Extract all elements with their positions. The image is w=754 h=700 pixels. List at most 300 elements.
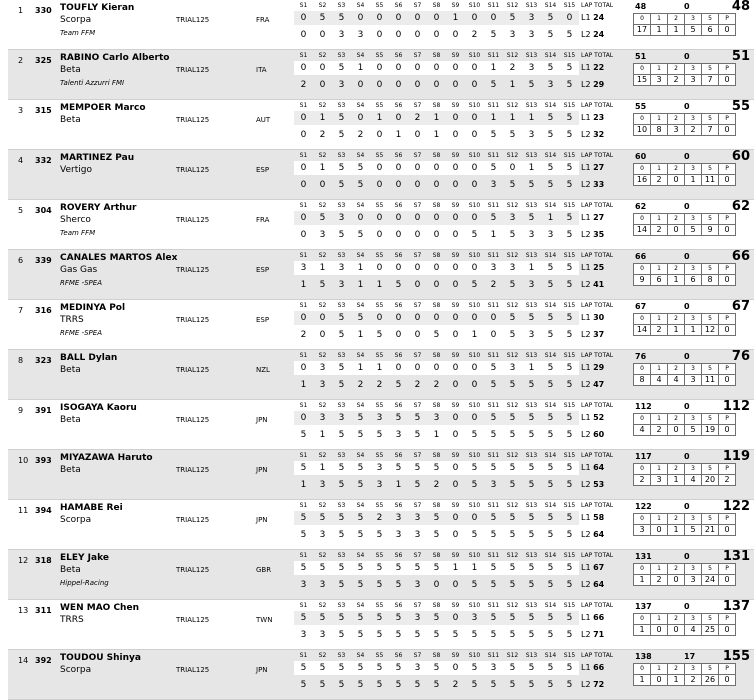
lap2-scores — [294, 278, 579, 292]
section-header: S1 — [299, 352, 308, 359]
lap1-label: L1 — [581, 163, 591, 172]
section-header: S10 — [468, 502, 481, 509]
section-score: 5 — [509, 280, 516, 290]
rider-number: 318 — [35, 556, 52, 565]
section-score: 5 — [547, 380, 554, 390]
section-header: S1 — [299, 652, 308, 659]
count-header: 2 — [668, 314, 685, 325]
lap1-total — [581, 411, 631, 425]
rider-name[interactable]: WEN MAO Chen — [60, 603, 139, 613]
class-label: TRIAL125 — [176, 216, 210, 224]
section-score: 0 — [376, 213, 383, 223]
section-score: 5 — [395, 680, 402, 690]
rider-name[interactable]: MARTINEZ Pau — [60, 153, 135, 163]
section-header: S13 — [525, 652, 538, 659]
section-header: S12 — [506, 402, 519, 409]
section-header: S11 — [487, 152, 500, 159]
score-count-table — [633, 463, 736, 486]
section-score: 5 — [395, 613, 402, 623]
class-label: TRIAL125 — [176, 166, 210, 174]
section-score: 0 — [319, 30, 326, 40]
totals-line — [625, 51, 752, 63]
section-header: S7 — [413, 252, 422, 259]
section-score: 5 — [490, 563, 497, 573]
section-score: 5 — [338, 230, 345, 240]
count-value: 6 — [685, 275, 702, 286]
section-score: 0 — [300, 130, 307, 140]
section-header: S1 — [299, 252, 308, 259]
count-value: 1 — [634, 625, 651, 636]
section-score: 5 — [338, 163, 345, 173]
section-score: 5 — [338, 430, 345, 440]
section-header: S12 — [506, 652, 519, 659]
section-score: 0 — [300, 313, 307, 323]
section-score: 1 — [319, 263, 326, 273]
totals-line — [625, 651, 752, 663]
totals-line — [625, 401, 752, 413]
section-header: S6 — [394, 502, 403, 509]
position: 12 — [18, 556, 29, 565]
section-score: 0 — [319, 313, 326, 323]
section-score: 0 — [376, 263, 383, 273]
count-header: 2 — [668, 214, 685, 225]
section-header: S15 — [563, 552, 576, 559]
count-value: 2 — [651, 225, 668, 236]
section-header: S6 — [394, 52, 403, 59]
section-header: S2 — [318, 252, 327, 259]
count-value: 5 — [685, 225, 702, 236]
count-value: 0 — [668, 625, 685, 636]
count-value: 3 — [668, 125, 685, 136]
section-score: 0 — [452, 430, 459, 440]
count-header: 3 — [685, 414, 702, 425]
section-score: 0 — [414, 30, 421, 40]
rider-name[interactable]: RABINO Carlo Alberto — [60, 53, 170, 63]
count-value: 0 — [719, 575, 736, 586]
section-header: S5 — [375, 2, 384, 9]
section-score: 0 — [300, 63, 307, 73]
rider-row — [8, 500, 754, 550]
rider-name[interactable]: ELEY Jake — [60, 553, 109, 563]
section-score: 0 — [471, 263, 478, 273]
lap1-total-value: 67 — [593, 563, 605, 572]
section-score: 0 — [300, 363, 307, 373]
count-header: 3 — [685, 664, 702, 675]
section-header: S9 — [451, 202, 460, 209]
section-header: S5 — [375, 552, 384, 559]
section-score: 5 — [509, 380, 516, 390]
section-score: 5 — [528, 463, 535, 473]
section-header: S5 — [375, 152, 384, 159]
lap2-label: L2 — [581, 630, 591, 639]
section-score: 0 — [395, 180, 402, 190]
section-header: S4 — [356, 52, 365, 59]
section-score: 0 — [414, 213, 421, 223]
count-header: 3 — [685, 164, 702, 175]
section-score: 0 — [452, 480, 459, 490]
section-score: 5 — [300, 530, 307, 540]
count-value: 16 — [634, 175, 651, 186]
count-header: P — [719, 264, 736, 275]
count-value: 2 — [651, 325, 668, 336]
bike-make: Gas Gas — [60, 265, 98, 275]
section-header: S5 — [375, 402, 384, 409]
lap2-label: L2 — [581, 280, 591, 289]
lap2-scores — [294, 678, 579, 692]
section-header: S6 — [394, 102, 403, 109]
count-header-row — [634, 364, 736, 375]
penalty-points: 0 — [684, 102, 690, 111]
section-header: S1 — [299, 152, 308, 159]
section-header: S15 — [563, 52, 576, 59]
section-score: 3 — [300, 630, 307, 640]
section-score: 0 — [395, 13, 402, 23]
position: 1 — [18, 6, 24, 15]
penalty-points: 0 — [684, 202, 690, 211]
score-total: 117 — [635, 452, 652, 461]
lap1-total-value: 52 — [593, 413, 605, 422]
grand-total: 76 — [731, 349, 750, 364]
section-header: S3 — [337, 602, 346, 609]
count-header: 1 — [651, 64, 668, 75]
section-score: 5 — [357, 413, 364, 423]
section-score: 5 — [433, 513, 440, 523]
section-score: 5 — [490, 380, 497, 390]
count-value: 5 — [685, 25, 702, 36]
count-header-row — [634, 164, 736, 175]
count-value: 3 — [685, 375, 702, 386]
count-value-row — [634, 525, 736, 536]
section-score: 5 — [338, 680, 345, 690]
count-value: 3 — [685, 75, 702, 86]
section-score: 3 — [509, 213, 516, 223]
rider-name[interactable]: MEMPOER Marco — [60, 103, 146, 113]
section-score: 1 — [319, 463, 326, 473]
section-score: 2 — [357, 130, 364, 140]
section-header: S1 — [299, 402, 308, 409]
rider-name[interactable]: TOUDOU Shinya — [60, 653, 141, 663]
lap2-total-value: 24 — [593, 30, 605, 39]
section-score: 1 — [357, 63, 364, 73]
section-score: 0 — [452, 130, 459, 140]
count-header: 1 — [651, 614, 668, 625]
section-score: 0 — [376, 163, 383, 173]
count-header: 0 — [634, 114, 651, 125]
section-score: 5 — [376, 680, 383, 690]
section-score: 5 — [319, 13, 326, 23]
section-score: 3 — [319, 530, 326, 540]
section-score: 5 — [547, 263, 554, 273]
section-header: S3 — [337, 202, 346, 209]
count-value: 17 — [634, 25, 651, 36]
section-score: 3 — [395, 430, 402, 440]
lap1-total — [581, 261, 631, 275]
lap2-label: L2 — [581, 680, 591, 689]
section-header: S3 — [337, 102, 346, 109]
count-value-row — [634, 125, 736, 136]
section-score: 5 — [338, 180, 345, 190]
section-header: S15 — [563, 652, 576, 659]
count-value: 24 — [702, 575, 719, 586]
section-score: 5 — [547, 563, 554, 573]
section-score: 5 — [357, 663, 364, 673]
rider-number: 311 — [35, 606, 52, 615]
section-score: 3 — [300, 263, 307, 273]
section-header: S9 — [451, 602, 460, 609]
section-score: 5 — [357, 430, 364, 440]
section-header: S5 — [375, 252, 384, 259]
count-header: P — [719, 314, 736, 325]
rider-name[interactable]: MIYAZAWA Haruto — [60, 453, 153, 463]
count-value: 7 — [702, 125, 719, 136]
section-score: 1 — [452, 563, 459, 573]
section-score: 0 — [433, 280, 440, 290]
section-header: S12 — [506, 152, 519, 159]
section-score: 5 — [566, 430, 573, 440]
lap2-scores — [294, 78, 579, 92]
section-score: 0 — [433, 163, 440, 173]
position: 14 — [18, 656, 29, 665]
lap2-total-value: 41 — [593, 280, 605, 289]
section-score: 5 — [547, 313, 554, 323]
section-score: 3 — [528, 63, 535, 73]
section-score: 5 — [509, 130, 516, 140]
section-score: 5 — [471, 280, 478, 290]
lap2-scores — [294, 628, 579, 642]
rider-name[interactable]: ISOGAYA Kaoru — [60, 403, 137, 413]
section-header: S3 — [337, 252, 346, 259]
section-score: 5 — [338, 513, 345, 523]
count-value-row — [634, 375, 736, 386]
rider-name[interactable]: CANALES MARTOS Alex — [60, 253, 178, 263]
class-label: TRIAL125 — [176, 16, 210, 24]
bike-make: Beta — [60, 115, 81, 125]
count-header: 5 — [702, 14, 719, 25]
section-score: 0 — [414, 80, 421, 90]
section-score: 0 — [300, 163, 307, 173]
class-label: TRIAL125 — [176, 66, 210, 74]
count-header: 3 — [685, 314, 702, 325]
lap1-label: L1 — [581, 413, 591, 422]
section-score: 0 — [490, 13, 497, 23]
section-score: 3 — [490, 263, 497, 273]
count-value: 8 — [651, 125, 668, 136]
count-value: 4 — [668, 375, 685, 386]
section-score: 3 — [319, 363, 326, 373]
count-value: 6 — [651, 275, 668, 286]
position: 3 — [18, 106, 24, 115]
totals-line — [625, 201, 752, 213]
lap2-scores — [294, 328, 579, 342]
section-header: S4 — [356, 402, 365, 409]
count-header: 5 — [702, 164, 719, 175]
lap-total-header: LAP TOTAL — [581, 652, 614, 659]
totals-line — [625, 501, 752, 513]
section-score: 5 — [509, 513, 516, 523]
section-header: S14 — [544, 452, 557, 459]
score-total: 60 — [635, 152, 647, 161]
lap1-label: L1 — [581, 263, 591, 272]
section-score: 1 — [395, 130, 402, 140]
rider-name[interactable]: ROVERY Arthur — [60, 203, 137, 213]
section-header: S13 — [525, 452, 538, 459]
lap2-total — [581, 78, 631, 92]
totals-box — [625, 599, 752, 634]
section-header: S3 — [337, 452, 346, 459]
section-score: 0 — [395, 313, 402, 323]
section-score: 5 — [490, 80, 497, 90]
section-score: 1 — [300, 280, 307, 290]
penalty-points: 0 — [684, 552, 690, 561]
section-score: 3 — [528, 13, 535, 23]
count-header: 3 — [685, 114, 702, 125]
section-header: S15 — [563, 152, 576, 159]
section-header: S7 — [413, 2, 422, 9]
count-value: 8 — [702, 275, 719, 286]
section-header-row — [294, 351, 579, 360]
section-score: 3 — [528, 280, 535, 290]
section-score: 0 — [452, 230, 459, 240]
section-score: 3 — [433, 413, 440, 423]
section-header: S14 — [544, 502, 557, 509]
grand-total: 60 — [731, 149, 750, 164]
section-score: 5 — [509, 330, 516, 340]
count-header: 1 — [651, 364, 668, 375]
score-total: 131 — [635, 552, 652, 561]
count-header: 2 — [668, 514, 685, 525]
section-score: 0 — [471, 380, 478, 390]
section-score: 5 — [395, 463, 402, 473]
section-score: 0 — [471, 163, 478, 173]
count-value: 1 — [668, 475, 685, 486]
section-score: 5 — [395, 413, 402, 423]
section-header: S11 — [487, 652, 500, 659]
section-header: S11 — [487, 352, 500, 359]
section-header: S9 — [451, 252, 460, 259]
nationality: ESP — [256, 166, 270, 174]
count-value: 14 — [634, 225, 651, 236]
section-score: 5 — [547, 363, 554, 373]
count-value: 2 — [685, 675, 702, 686]
section-score: 5 — [528, 580, 535, 590]
section-header: S13 — [525, 552, 538, 559]
count-header: 5 — [702, 664, 719, 675]
count-header: 0 — [634, 64, 651, 75]
lap2-total-value: 64 — [593, 580, 605, 589]
section-score: 3 — [319, 413, 326, 423]
bike-make: Beta — [60, 65, 81, 75]
section-score: 1 — [528, 163, 535, 173]
section-header: S14 — [544, 652, 557, 659]
section-header: S14 — [544, 52, 557, 59]
section-header: S13 — [525, 102, 538, 109]
section-header: S15 — [563, 252, 576, 259]
section-score: 5 — [357, 580, 364, 590]
section-score: 0 — [395, 263, 402, 273]
count-header: 1 — [651, 164, 668, 175]
lap-totals — [581, 1, 631, 42]
section-score: 5 — [338, 530, 345, 540]
section-header: S15 — [563, 2, 576, 9]
count-value: 19 — [702, 425, 719, 436]
section-score: 1 — [319, 113, 326, 123]
section-score: 5 — [566, 563, 573, 573]
section-header: S10 — [468, 652, 481, 659]
section-score: 5 — [528, 313, 535, 323]
section-score: 5 — [528, 480, 535, 490]
count-value: 8 — [634, 375, 651, 386]
lap-total-header: LAP TOTAL — [581, 252, 614, 259]
count-header: 3 — [685, 364, 702, 375]
count-value: 0 — [651, 675, 668, 686]
count-header: P — [719, 214, 736, 225]
section-score: 0 — [471, 313, 478, 323]
section-scores — [294, 201, 579, 242]
section-header: S10 — [468, 152, 481, 159]
section-score: 0 — [414, 230, 421, 240]
section-score: 0 — [452, 463, 459, 473]
section-header: S5 — [375, 302, 384, 309]
lap1-label: L1 — [581, 463, 591, 472]
section-score: 5 — [357, 313, 364, 323]
section-score: 5 — [357, 230, 364, 240]
section-score: 5 — [528, 213, 535, 223]
lap2-label: L2 — [581, 480, 591, 489]
lap2-label: L2 — [581, 530, 591, 539]
nationality: JPN — [256, 666, 268, 674]
section-score: 5 — [547, 430, 554, 440]
lap-total-header: LAP TOTAL — [581, 552, 614, 559]
lap2-total-value: 60 — [593, 430, 605, 439]
section-score: 1 — [433, 113, 440, 123]
score-count-table — [633, 313, 736, 336]
count-value: 0 — [719, 375, 736, 386]
section-header: S8 — [432, 202, 441, 209]
count-header: 0 — [634, 314, 651, 325]
lap2-scores — [294, 178, 579, 192]
section-score: 0 — [395, 363, 402, 373]
section-score: 2 — [509, 63, 516, 73]
section-header: S3 — [337, 552, 346, 559]
rider-name[interactable]: HAMABE Rei — [60, 503, 123, 513]
section-score: 3 — [414, 580, 421, 590]
section-score: 5 — [547, 180, 554, 190]
section-header: S13 — [525, 402, 538, 409]
section-header: S13 — [525, 252, 538, 259]
section-score: 5 — [490, 513, 497, 523]
count-header: 1 — [651, 264, 668, 275]
rider-number: 393 — [35, 456, 52, 465]
rider-name[interactable]: TOUFLY Kieran — [60, 3, 135, 13]
class-label: TRIAL125 — [176, 416, 210, 424]
lap-totals — [581, 51, 631, 92]
section-header: S12 — [506, 552, 519, 559]
count-value: 21 — [702, 525, 719, 536]
rider-name[interactable]: MEDINYA Pol — [60, 303, 126, 313]
count-value: 1 — [668, 675, 685, 686]
section-header-row — [294, 251, 579, 260]
section-header: S9 — [451, 652, 460, 659]
section-score: 1 — [471, 563, 478, 573]
section-score: 0 — [357, 113, 364, 123]
totals-line — [625, 251, 752, 263]
section-header: S7 — [413, 102, 422, 109]
section-score: 0 — [395, 63, 402, 73]
team-name: Team FFM — [60, 229, 96, 237]
rider-name[interactable]: BALL Dylan — [60, 353, 118, 363]
section-score: 0 — [433, 30, 440, 40]
lap1-total — [581, 461, 631, 475]
